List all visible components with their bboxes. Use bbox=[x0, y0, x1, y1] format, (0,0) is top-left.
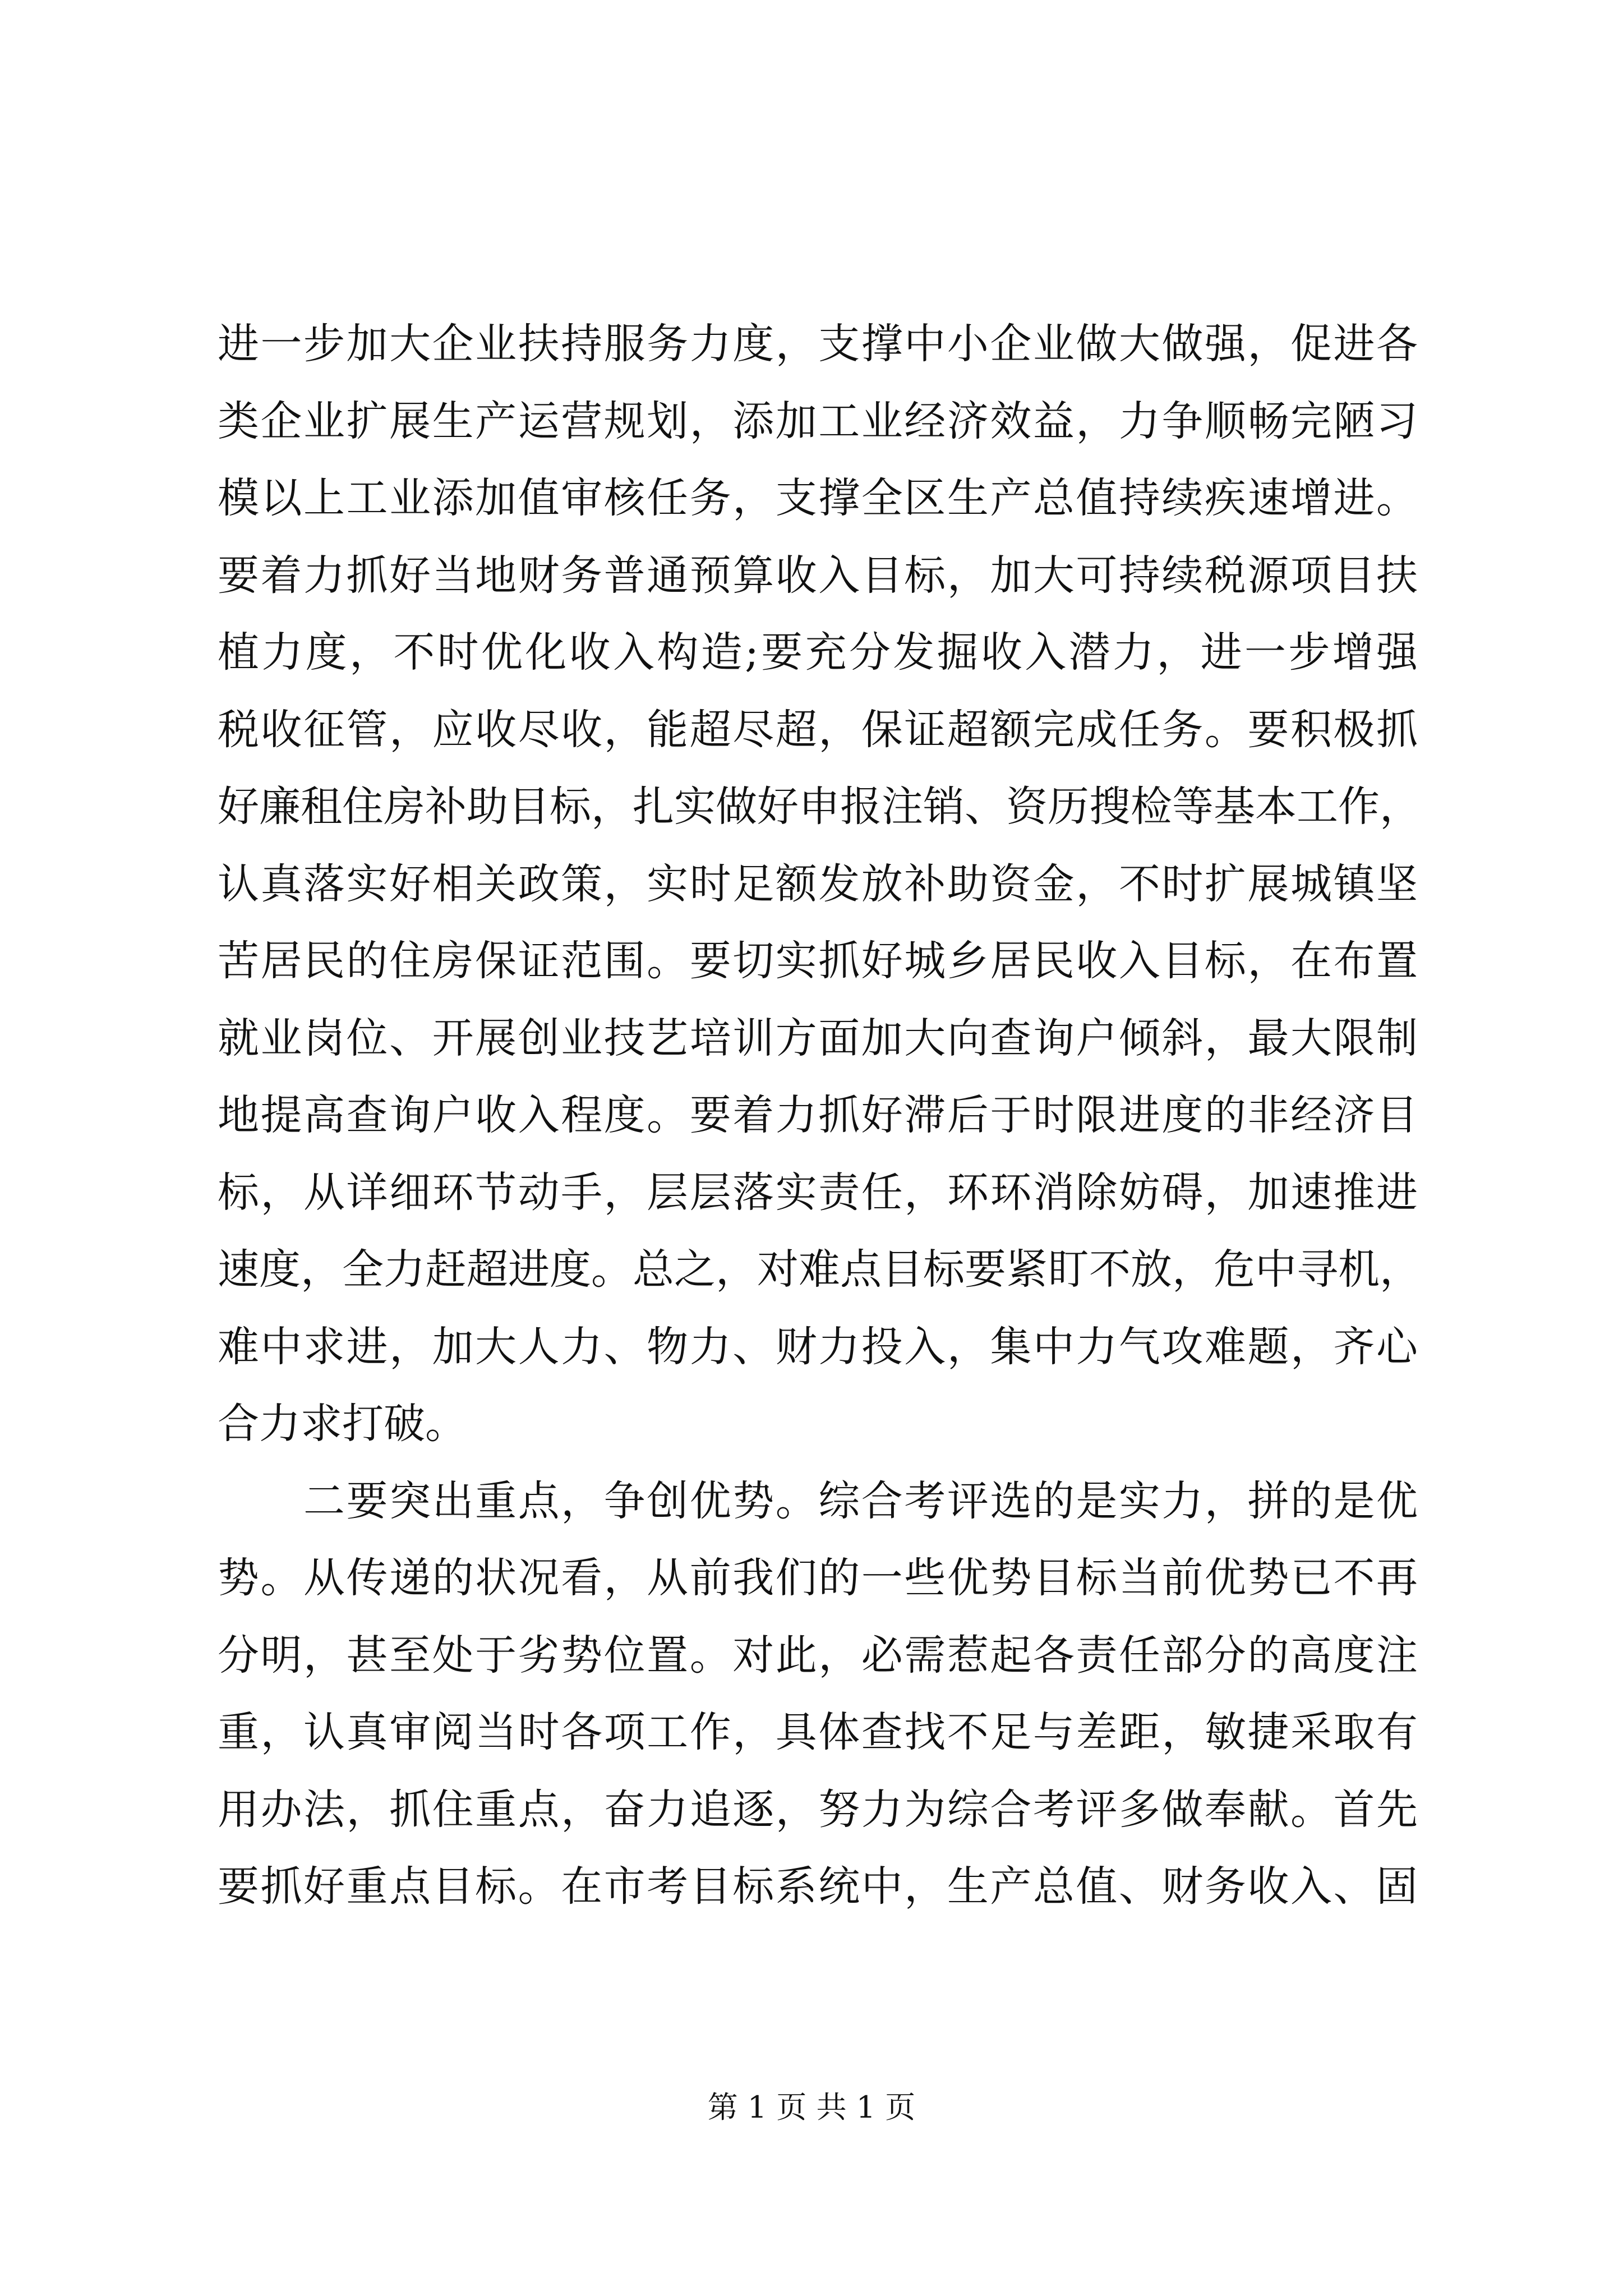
paragraph-start-line: 二要突出重点，争创优势。综合考评选的是实力，拼的是优 bbox=[218, 1476, 1418, 1525]
text-line: 合力求打破。 bbox=[218, 1400, 467, 1448]
text-line: 用办法，抓住重点，奋力追逐，努力为综合考评多做奉献。首先 bbox=[218, 1785, 1418, 1834]
text-line: 就业岗位、开展创业技艺培训方面加大向查询户倾斜，最大限制 bbox=[218, 1014, 1418, 1062]
text-line: 重，认真审阅当时各项工作，具体查找不足与差距，敏捷采取有 bbox=[218, 1708, 1418, 1756]
text-line: 标，从详细环节动手，层层落实责任，环环消除妨碍，加速推进 bbox=[218, 1168, 1418, 1217]
text-line: 速度，全力赶超进度。总之，对难点目标要紧盯不放，危中寻机， bbox=[218, 1245, 1421, 1294]
text-line: 势。从传递的状况看，从前我们的一些优势目标当前优势已不再 bbox=[218, 1554, 1418, 1602]
text-line: 地提高查询户收入程度。要着力抓好滞后于时限进度的非经济目 bbox=[218, 1091, 1418, 1139]
page-footer bbox=[0, 2088, 1623, 2127]
text-line: 税收征管，应收尽收，能超尽超，保证超额完成任务。要积极抓 bbox=[218, 705, 1418, 754]
text-line: 苦居民的住房保证范围。要切实抓好城乡居民收入目标，在布置 bbox=[218, 937, 1418, 985]
text-line: 认真落实好相关政策，实时足额发放补助资金，不时扩展城镇坚 bbox=[218, 859, 1418, 908]
text-line: 类企业扩展生产运营规划，添加工业经济效益，力争顺畅完陋习 bbox=[218, 397, 1418, 445]
text-line: 要抓好重点目标。在市考目标系统中，生产总值、财务收入、固 bbox=[218, 1862, 1418, 1911]
text-line: 要着力抓好当地财务普通预算收入目标，加大可持续税源项目扶 bbox=[218, 551, 1418, 600]
text-line: 难中求进，加大人力、物力、财力投入，集中力气攻难题，齐心 bbox=[218, 1322, 1418, 1371]
text-line: 植力度，不时优化收入构造;要充分发掘收入潜力，进一步增强 bbox=[218, 628, 1418, 677]
body-text bbox=[218, 306, 1421, 1926]
page-number: 第 1 页 共 1 页 bbox=[707, 2090, 916, 2125]
text-line: 模以上工业添加值审核任务，支撑全区生产总值持续疾速增进。 bbox=[218, 474, 1418, 522]
text-line: 好廉租住房补助目标，扎实做好申报注销、资历搜检等基本工作， bbox=[218, 783, 1421, 831]
text-line: 进一步加大企业扶持服务力度，支撑中小企业做大做强，促进各 bbox=[218, 320, 1418, 368]
text-line: 分明，甚至处于劣势位置。对此，必需惹起各责任部分的高度注 bbox=[218, 1631, 1418, 1680]
